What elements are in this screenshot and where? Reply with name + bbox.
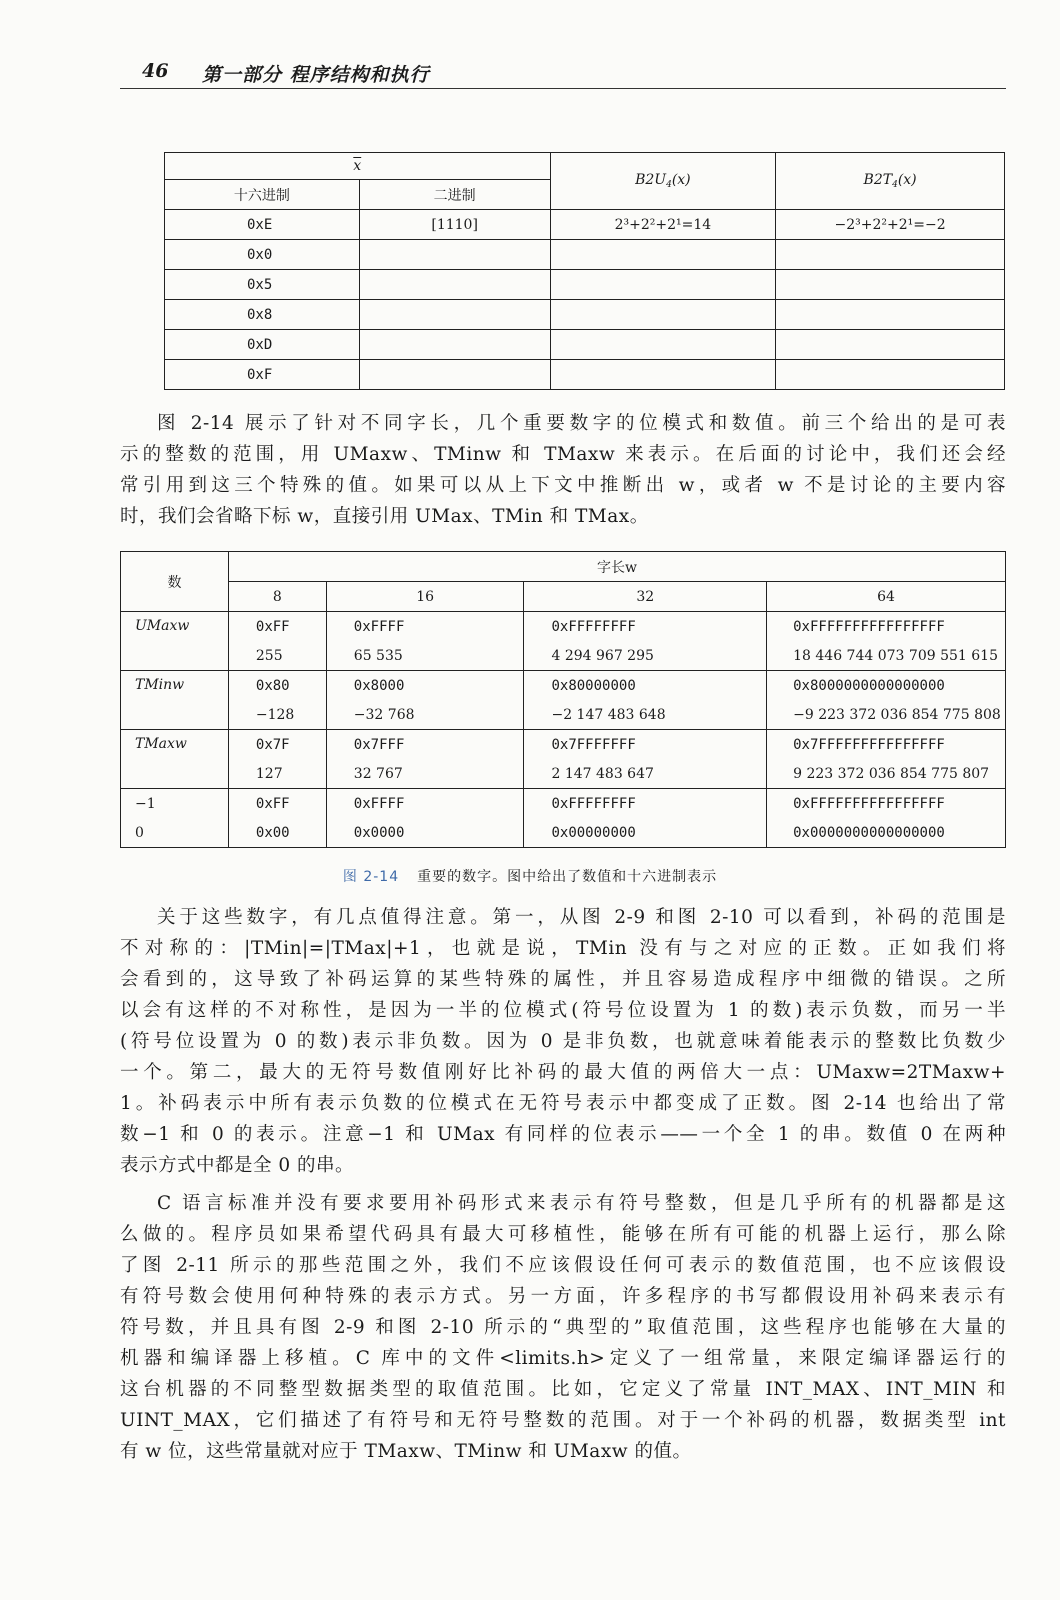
hex-value: 0x8000000000000000: [767, 671, 1006, 701]
hex-value: 0x80: [228, 671, 326, 701]
table-row: [165, 360, 1005, 390]
b2u-cell: [550, 360, 776, 390]
decimal-value: 32 767: [326, 759, 524, 789]
decimal-value: 18 446 744 073 709 551 615: [767, 641, 1006, 671]
text-line: UINT_MAX，它们描述了有符号和无符号整数的范围。对于一个补码的机器，数据类型 int: [120, 1410, 1006, 1431]
binary-cell: [1110]: [359, 210, 550, 240]
b2u-cell: [550, 240, 776, 270]
text-line: 不对称的：|TMin|=|TMax|+1，也就是说，TMin 没有与之对应的正数。正如我们将: [120, 938, 1006, 959]
hex-value: 0xFFFF: [326, 789, 524, 819]
figure-caption: [0, 866, 1060, 886]
hex-value: 0x0000: [326, 818, 524, 848]
hex-value: 0x0000000000000000: [767, 818, 1006, 848]
text-line: 有 w 位，这些常量就对应于 TMaxw、TMinw 和 UMaxw 的值。: [120, 1441, 692, 1462]
table-row: [121, 759, 1006, 789]
hex-cell: 0x8: [165, 300, 360, 330]
b2u-header: $B2U_4(x)$: [550, 153, 776, 210]
text-line: 图 2-14 展示了针对不同字长，几个重要数字的位模式和数值。前三个给出的是可表: [157, 413, 1006, 434]
text-line: 常引用到这三个特殊的值。如果可以从上下文中推断出 w，或者 w 不是讨论的主要内容: [120, 475, 1006, 496]
text-line: 示的整数的范围，用 UMaxw、TMinw 和 TMaxw 来表示。在后面的讨论中，我们还会经: [120, 444, 1006, 465]
hex-cell: 0xE: [165, 210, 360, 240]
decimal-value: −128: [228, 700, 326, 730]
paragraph-observations: [120, 902, 1006, 1181]
table-row: [165, 300, 1005, 330]
row-label-text: TMinw: [135, 677, 185, 693]
b2t-header: $B2T_4(x)$: [776, 153, 1005, 210]
wordsize-64: 64: [767, 582, 1006, 612]
hex-value: 0xFFFFFFFFFFFFFFFF: [767, 789, 1006, 819]
hex-value: 0xFFFFFFFF: [524, 789, 767, 819]
text-line: 符号数，并且具有图 2-9 和图 2-10 所示的“典型的”取值范围，这些程序也能够在大量的: [120, 1317, 1006, 1338]
table-row: [121, 671, 1006, 701]
page-number: 46: [142, 60, 169, 82]
decimal-value: −2 147 483 648: [524, 700, 767, 730]
hex-value: 0xFFFF: [326, 612, 524, 642]
decimal-value: −32 768: [326, 700, 524, 730]
text-line: 机器和编译器上移植。C 库中的文件<limits.h>定义了一组常量，来限定编译器运行的: [120, 1348, 1006, 1369]
decimal-value: −9 223 372 036 854 775 808: [767, 700, 1006, 730]
text-line: 了图 2-11 所示的那些范围之外，我们不应该假设任何可表示的数值范围，也不应该假设: [120, 1255, 1006, 1276]
hex-cell: 0x0: [165, 240, 360, 270]
hex-value: 0x8000: [326, 671, 524, 701]
row-label-text: TMaxw: [135, 736, 187, 752]
hex-value: 0x7FFFFFFF: [524, 730, 767, 760]
figure-label: 图 2-14: [342, 869, 400, 885]
table-row: [121, 789, 1006, 819]
b2u-cell: [550, 300, 776, 330]
part-title: 第一部分 程序结构和执行: [202, 64, 430, 86]
text-line: 会看到的，这导致了补码运算的某些特殊的属性，并且容易造成程序中细微的错误。之所: [120, 969, 1006, 990]
decimal-value: 65 535: [326, 641, 524, 671]
table-row: [121, 700, 1006, 730]
hex-value: 0x00: [228, 818, 326, 848]
hex-value: 0xFFFFFFFFFFFFFFFF: [767, 612, 1006, 642]
table-row: [165, 240, 1005, 270]
paragraph-intro: [120, 408, 1006, 532]
row-label-text: UMaxw: [135, 618, 190, 634]
binary-cell: [359, 360, 550, 390]
table-row: [121, 612, 1006, 642]
hex-value: 0xFF: [228, 789, 326, 819]
table-row: [165, 270, 1005, 300]
table-row: [121, 641, 1006, 671]
hex-cell: 0xD: [165, 330, 360, 360]
paragraph-c-standard: [120, 1188, 1006, 1467]
text-line: 时，我们会省略下标 w，直接引用 UMax、TMin 和 TMax。: [120, 506, 649, 527]
table-row: [121, 730, 1006, 760]
row-label: 0: [121, 818, 229, 848]
hex-value: 0x7FFFFFFFFFFFFFFF: [767, 730, 1006, 760]
hex-cell: 0x5: [165, 270, 360, 300]
wordsize-32: 32: [524, 582, 767, 612]
decimal-value: 9 223 372 036 854 775 807: [767, 759, 1006, 789]
b2t-cell: [776, 270, 1005, 300]
text-line: 关于这些数字，有几点值得注意。第一，从图 2-9 和图 2-10 可以看到，补码的范围是: [157, 907, 1006, 928]
row-label: [121, 612, 229, 671]
binary-cell: [359, 240, 550, 270]
binary-cell: [359, 300, 550, 330]
b2t-cell: [776, 360, 1005, 390]
decimal-value: 2 147 483 647: [524, 759, 767, 789]
text-line: 一个。第二，最大的无符号数值刚好比补码的最大值的两倍大一点：UMaxw=2TMaxw+: [120, 1062, 1006, 1083]
hex-value: 0xFFFFFFFF: [524, 612, 767, 642]
text-line: 有符号数会使用何种特殊的表示方式。另一方面，许多程序的书写都假设用补码来表示有: [120, 1286, 1006, 1307]
wordsize-8: 8: [228, 582, 326, 612]
hex-value: 0x7FFF: [326, 730, 524, 760]
table-row: [165, 210, 1005, 240]
figure-caption-text: 重要的数字。图中给出了数值和十六进制表示: [417, 869, 718, 885]
b2t-cell: [776, 330, 1005, 360]
hex-column-header: 十六进制: [165, 180, 360, 210]
table-row: [165, 330, 1005, 360]
decimal-value: 127: [228, 759, 326, 789]
binary-cell: [359, 270, 550, 300]
text-line: 么做的。程序员如果希望代码具有最大可移植性，能够在所有可能的机器上运行，那么除: [120, 1224, 1006, 1245]
b2t-cell: −2³+2²+2¹=−2: [776, 210, 1005, 240]
text-line: 1。补码表示中所有表示负数的位模式在无符号表示中都变成了正数。图 2-14 也给出了常: [120, 1093, 1006, 1114]
table-row: [121, 818, 1006, 848]
decimal-value: 4 294 967 295: [524, 641, 767, 671]
binary-column-header: 二进制: [359, 180, 550, 210]
wordsize-16: 16: [326, 582, 524, 612]
hex-value: 0x7F: [228, 730, 326, 760]
row-label: [121, 730, 229, 789]
important-numbers-table: [120, 551, 1006, 848]
number-header: 数: [121, 552, 229, 612]
b2u-cell: [550, 270, 776, 300]
hex-value: 0xFF: [228, 612, 326, 642]
row-label: −1: [121, 789, 229, 819]
wordsize-header: 字长w: [228, 552, 1005, 582]
page-header: [120, 58, 1006, 89]
x-vector-header: $\overline{x}$: [165, 153, 551, 180]
b2u-cell: 2³+2²+2¹=14: [550, 210, 776, 240]
text-line: C 语言标准并没有要求要用补码形式来表示有符号整数，但是几乎所有的机器都是这: [157, 1193, 1006, 1214]
hex-cell: 0xF: [165, 360, 360, 390]
b2u-cell: [550, 330, 776, 360]
text-line: 以会有这样的不对称性，是因为一半的位模式(符号位设置为 1 的数)表示负数，而另一半: [120, 1000, 1006, 1021]
row-label: [121, 671, 229, 730]
text-line: 表示方式中都是全 0 的串。: [120, 1155, 355, 1176]
text-line: 数−1 和 0 的表示。注意−1 和 UMax 有同样的位表示——一个全 1 的串。数值 0 在两种: [120, 1124, 1006, 1145]
b2t-cell: [776, 240, 1005, 270]
hex-value: 0x00000000: [524, 818, 767, 848]
binary-cell: [359, 330, 550, 360]
b2t-cell: [776, 300, 1005, 330]
exercise-table: [164, 152, 1005, 390]
text-line: 这台机器的不同整型数据类型的取值范围。比如，它定义了常量 INT_MAX、INT_MIN 和: [120, 1379, 1006, 1400]
decimal-value: 255: [228, 641, 326, 671]
hex-value: 0x80000000: [524, 671, 767, 701]
text-line: (符号位设置为 0 的数)表示非负数。因为 0 是非负数，也就意味着能表示的整数比负数少: [120, 1031, 1006, 1052]
